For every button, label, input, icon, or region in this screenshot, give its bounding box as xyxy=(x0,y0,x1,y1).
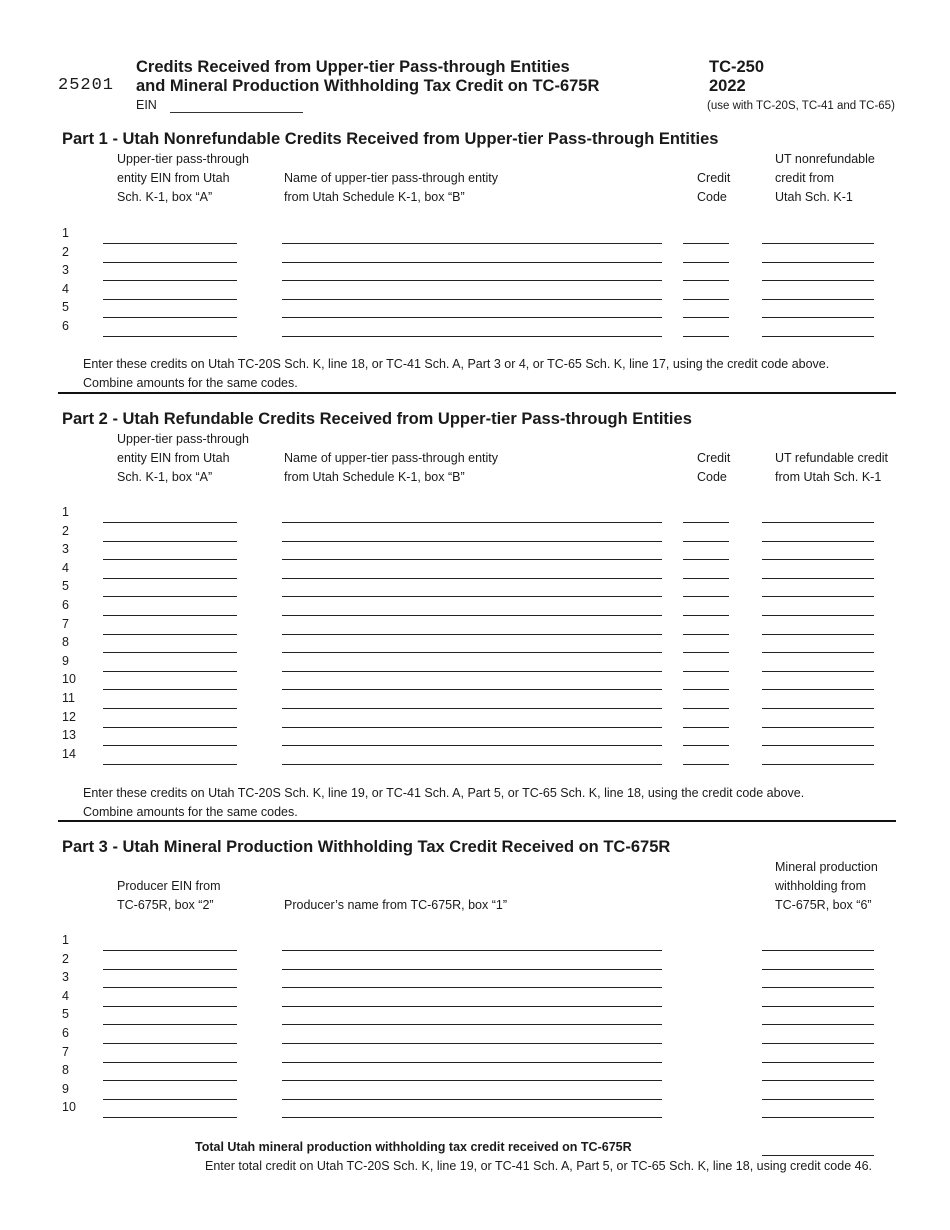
part2-name-field[interactable] xyxy=(282,634,662,635)
part2-col-code-header: Credit Code xyxy=(697,451,731,484)
part2-code-field[interactable] xyxy=(683,764,729,765)
part3-name-field[interactable] xyxy=(282,1043,662,1044)
part3-row-number: 3 xyxy=(62,970,69,985)
part1-code-field[interactable] xyxy=(683,336,729,337)
part2-amount-field[interactable] xyxy=(762,764,874,765)
part2-code-field[interactable] xyxy=(683,634,729,635)
part2-row-number: 10 xyxy=(62,672,76,687)
part2-name-field[interactable] xyxy=(282,615,662,616)
part3-row-number: 5 xyxy=(62,1007,69,1022)
part2-amount-field[interactable] xyxy=(762,522,874,523)
part1-row-number: 6 xyxy=(62,319,69,333)
ein-field[interactable] xyxy=(170,112,303,113)
part3-col-name-header: Producer’s name from TC-675R, box “1” xyxy=(284,898,508,912)
part2-name-field[interactable] xyxy=(282,671,662,672)
part2-code-field[interactable] xyxy=(683,522,729,523)
ein-label: EIN xyxy=(136,98,157,112)
part2-name-field[interactable] xyxy=(282,559,662,560)
part1-ein-field[interactable] xyxy=(103,262,237,263)
part1-name-field[interactable] xyxy=(282,336,662,337)
part3-row-number: 10 xyxy=(62,1100,76,1115)
part1-row-number: 5 xyxy=(62,300,69,315)
part3-ein-field[interactable] xyxy=(103,1043,237,1044)
part1-row-number: 2 xyxy=(62,244,69,259)
part1-row-number: 1 xyxy=(62,226,69,240)
part2-ein-field[interactable] xyxy=(103,708,237,709)
part1-title: Part 1 - Utah Nonrefundable Credits Received from Upper-tier Pass-through Entities xyxy=(62,130,719,148)
part2-row-number: 1 xyxy=(62,505,69,519)
part3-ein-field[interactable] xyxy=(103,1117,237,1118)
part3-name-field[interactable] xyxy=(282,969,662,970)
form-title-line2: and Mineral Production Withholding Tax Credit on TC-675R xyxy=(136,77,600,95)
part3-name-field[interactable] xyxy=(282,987,662,988)
part1-name-field[interactable] xyxy=(282,280,662,281)
part2-amount-field[interactable] xyxy=(762,708,874,709)
part2-ein-field[interactable] xyxy=(103,615,237,616)
part1-amount-field[interactable] xyxy=(762,262,874,263)
part2-amount-field[interactable] xyxy=(762,745,874,746)
part2-amount-field[interactable] xyxy=(762,541,874,542)
part2-amount-field[interactable] xyxy=(762,689,874,690)
part2-col-amount-header: UT refundable credit from Utah Sch. K-1 xyxy=(775,451,889,484)
part1-code-field[interactable] xyxy=(683,317,729,318)
part1-name-field[interactable] xyxy=(282,243,662,244)
part2-instructions: Enter these credits on Utah TC-20S Sch. K, line 19, or TC-41 Sch. A, Part 5, or TC-65 Sch. K, line 18, using the credit code above. Combine amounts for the same codes. xyxy=(83,786,805,819)
part2-name-field[interactable] xyxy=(282,745,662,746)
part1-instructions: Enter these credits on Utah TC-20S Sch. K, line 18, or TC-41 Sch. A, Part 3 or 4, or TC-65 Sch. K, line 17, using the credit code above. Combine amounts for the same codes. xyxy=(83,357,830,390)
part2-code-field[interactable] xyxy=(683,652,729,653)
part2-row-number: 14 xyxy=(62,746,76,761)
part3-total-note: Enter total credit on Utah TC-20S Sch. K, line 19, or TC-41 Sch. A, Part 5, or TC-65 Sch. K, line 18, using credit code 46. xyxy=(205,1159,873,1173)
part3-amount-field[interactable] xyxy=(762,1099,874,1100)
part2-ein-field[interactable] xyxy=(103,689,237,690)
part3-amount-field[interactable] xyxy=(762,1043,874,1044)
part3-amount-field[interactable] xyxy=(762,1117,874,1118)
part2-ein-field[interactable] xyxy=(103,652,237,653)
part2-ein-field[interactable] xyxy=(103,541,237,542)
part2-name-field[interactable] xyxy=(282,541,662,542)
part1-ein-field[interactable] xyxy=(103,317,237,318)
part2-name-field[interactable] xyxy=(282,708,662,709)
part1-name-field[interactable] xyxy=(282,262,662,263)
part3-name-field[interactable] xyxy=(282,1024,662,1025)
part1-divider xyxy=(58,392,896,394)
part1-ein-field[interactable] xyxy=(103,280,237,281)
part3-name-field[interactable] xyxy=(282,1080,662,1081)
part2-code-field[interactable] xyxy=(683,689,729,690)
part2-code-field[interactable] xyxy=(683,745,729,746)
part3-amount-field[interactable] xyxy=(762,1080,874,1081)
part2-row-number: 3 xyxy=(62,542,69,557)
form-year: 2022 xyxy=(709,77,746,95)
part3-row-number: 1 xyxy=(62,933,69,947)
part3-amount-field[interactable] xyxy=(762,1024,874,1025)
part3-amount-field[interactable] xyxy=(762,1062,874,1063)
part3-row-number: 8 xyxy=(62,1063,69,1078)
part1-amount-field[interactable] xyxy=(762,243,874,244)
part3-row-number: 2 xyxy=(62,951,69,966)
part2-ein-field[interactable] xyxy=(103,578,237,579)
part2-name-field[interactable] xyxy=(282,727,662,728)
part2-row-number: 6 xyxy=(62,598,69,612)
part2-amount-field[interactable] xyxy=(762,671,874,672)
part3-col-amount-header: Mineral production withholding from TC-675R, box “6” xyxy=(775,860,878,912)
part2-col-ein-header: Upper-tier pass-through entity EIN from Utah Sch. K-1, box “A” xyxy=(117,432,250,484)
part2-ein-field[interactable] xyxy=(103,727,237,728)
part3-col-ein-header: Producer EIN from TC-675R, box “2” xyxy=(117,879,221,912)
part2-row-number: 12 xyxy=(62,709,76,724)
part3-name-field[interactable] xyxy=(282,1006,662,1007)
part1-col-amount-header: UT nonrefundable credit from Utah Sch. K-1 xyxy=(775,152,875,204)
form-id: TC-250 xyxy=(709,58,765,76)
part2-row-number: 8 xyxy=(62,635,69,650)
part3-name-field[interactable] xyxy=(282,1117,662,1118)
part2-row-number: 2 xyxy=(62,523,69,538)
part1-ein-field[interactable] xyxy=(103,336,237,337)
part1-amount-field[interactable] xyxy=(762,299,874,300)
part2-col-name-header: Name of upper-tier pass-through entity from Utah Schedule K-1, box “B” xyxy=(284,451,498,484)
part2-code-field[interactable] xyxy=(683,615,729,616)
part2-code-field[interactable] xyxy=(683,727,729,728)
part1-amount-field[interactable] xyxy=(762,317,874,318)
part2-code-field[interactable] xyxy=(683,671,729,672)
part2-name-field[interactable] xyxy=(282,522,662,523)
part1-code-field[interactable] xyxy=(683,262,729,263)
part2-amount-field[interactable] xyxy=(762,578,874,579)
part2-ein-field[interactable] xyxy=(103,745,237,746)
part2-ein-field[interactable] xyxy=(103,522,237,523)
part3-amount-field[interactable] xyxy=(762,950,874,951)
part3-amount-field[interactable] xyxy=(762,1006,874,1007)
part3-name-field[interactable] xyxy=(282,950,662,951)
part2-code-field[interactable] xyxy=(683,541,729,542)
part2-name-field[interactable] xyxy=(282,689,662,690)
part3-row-number: 9 xyxy=(62,1081,69,1096)
part2-name-field[interactable] xyxy=(282,578,662,579)
part2-row-number: 9 xyxy=(62,653,69,668)
part3-name-field[interactable] xyxy=(282,1099,662,1100)
part3-ein-field[interactable] xyxy=(103,1006,237,1007)
part1-row-number: 3 xyxy=(62,263,69,278)
part1-ein-field[interactable] xyxy=(103,243,237,244)
part1-ein-field[interactable] xyxy=(103,299,237,300)
part1-name-field[interactable] xyxy=(282,317,662,318)
part3-amount-field[interactable] xyxy=(762,969,874,970)
part3-title: Part 3 - Utah Mineral Production Withholding Tax Credit Received on TC-675R xyxy=(62,838,671,856)
part3-ein-field[interactable] xyxy=(103,969,237,970)
part3-row-number: 4 xyxy=(62,988,69,1003)
part1-code-field[interactable] xyxy=(683,299,729,300)
part1-amount-field[interactable] xyxy=(762,336,874,337)
part2-divider xyxy=(58,820,896,822)
part3-amount-field[interactable] xyxy=(762,987,874,988)
part2-amount-field[interactable] xyxy=(762,596,874,597)
form-title-line1: Credits Received from Upper-tier Pass-through Entities xyxy=(136,58,570,76)
part3-ein-field[interactable] xyxy=(103,987,237,988)
part2-row-number: 5 xyxy=(62,579,69,594)
part3-total-label: Total Utah mineral production withholding tax credit received on TC-675R xyxy=(195,1140,632,1154)
part2-amount-field[interactable] xyxy=(762,727,874,728)
part2-ein-field[interactable] xyxy=(103,764,237,765)
part2-code-field[interactable] xyxy=(683,708,729,709)
part2-code-field[interactable] xyxy=(683,559,729,560)
part1-amount-field[interactable] xyxy=(762,280,874,281)
part3-ein-field[interactable] xyxy=(103,950,237,951)
part2-code-field[interactable] xyxy=(683,596,729,597)
part2-code-field[interactable] xyxy=(683,578,729,579)
part3-ein-field[interactable] xyxy=(103,1062,237,1063)
part1-col-ein-header: Upper-tier pass-through entity EIN from Utah Sch. K-1, box “A” xyxy=(117,152,250,204)
part2-name-field[interactable] xyxy=(282,764,662,765)
part2-amount-field[interactable] xyxy=(762,652,874,653)
part2-amount-field[interactable] xyxy=(762,615,874,616)
part3-ein-field[interactable] xyxy=(103,1024,237,1025)
form-number: 25201 xyxy=(58,76,115,95)
part3-ein-field[interactable] xyxy=(103,1099,237,1100)
part2-name-field[interactable] xyxy=(282,652,662,653)
part1-name-field[interactable] xyxy=(282,299,662,300)
part2-amount-field[interactable] xyxy=(762,634,874,635)
use-with-note: (use with TC-20S, TC-41 and TC-65) xyxy=(707,100,895,112)
part3-row-number: 6 xyxy=(62,1026,69,1040)
part3-row-number: 7 xyxy=(62,1044,69,1059)
part2-name-field[interactable] xyxy=(282,596,662,597)
part2-ein-field[interactable] xyxy=(103,559,237,560)
part1-col-name-header: Name of upper-tier pass-through entity from Utah Schedule K-1, box “B” xyxy=(284,171,498,204)
part3-name-field[interactable] xyxy=(282,1062,662,1063)
part3-total-field[interactable] xyxy=(762,1155,874,1156)
part2-row-number: 7 xyxy=(62,616,69,631)
part1-col-code-header: Credit Code xyxy=(697,171,731,204)
part2-row-number: 13 xyxy=(62,728,76,743)
part2-row-number: 11 xyxy=(62,691,75,705)
part2-title: Part 2 - Utah Refundable Credits Received from Upper-tier Pass-through Entities xyxy=(62,410,692,428)
part2-amount-field[interactable] xyxy=(762,559,874,560)
part1-code-field[interactable] xyxy=(683,243,729,244)
part3-ein-field[interactable] xyxy=(103,1080,237,1081)
part2-ein-field[interactable] xyxy=(103,634,237,635)
part2-ein-field[interactable] xyxy=(103,671,237,672)
part2-ein-field[interactable] xyxy=(103,596,237,597)
part1-code-field[interactable] xyxy=(683,280,729,281)
part1-row-number: 4 xyxy=(62,281,69,296)
part2-row-number: 4 xyxy=(62,560,69,575)
